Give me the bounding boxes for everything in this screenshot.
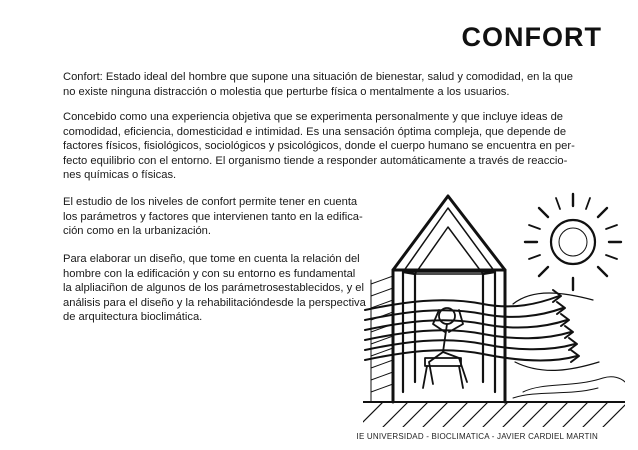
paragraph-line: El estudio de los niveles de confort permite tener en cuenta [63, 196, 358, 208]
paragraph-line: fecto equilibrio con el entorno. El organismo tiende a responder automáticamente a través de reaccio- [63, 154, 568, 167]
paragraph-line: ción como en la urbanización. [63, 225, 212, 238]
concept-paragraph [63, 110, 575, 183]
design-paragraph [63, 252, 366, 325]
paragraph-line: análisis para el diseño y la rehabilitacióndesde la perspectiva [63, 296, 366, 309]
paragraph-line: factores físicos, fisiológicos, sociológicos y psicológicos, donde el cuerpo humano se encuentra en per- [63, 140, 575, 153]
paragraph-line: nes químicas o físicas. [63, 169, 177, 182]
study-paragraph [63, 195, 363, 239]
paragraph-line: de arquitectura bioclimática. [63, 311, 203, 324]
page-title: CONFORT [461, 22, 602, 52]
footer-credit: IE UNIVERSIDAD - BIOCLIMATICA - JAVIER CARDIEL MARTIN [356, 432, 598, 441]
paragraph-line: la alpliaciñon de algunos de los parámetrosestablecidos, y el [63, 282, 365, 295]
house-frame [393, 196, 505, 402]
definition-paragraph [63, 70, 573, 99]
bioclimatic-house-sketch-icon [363, 192, 625, 427]
paragraph-line: Concebido como una experiencia objetiva que se experimenta personalmente y que incluye ideas de [63, 111, 564, 123]
paragraph-line: hombre con la edificación y con su entorno es fundamental [63, 267, 356, 280]
paragraph-line: Confort: Estado ideal del hombre que supone una situación de bienestar, salud y comodidad, en la que [63, 71, 573, 83]
sun-icon [525, 194, 621, 290]
paragraph-line: comodidad, eficiencia, domesticidad e intimidad. Es una sensación óptima compleja, que depende de [63, 125, 567, 138]
paragraph-line: Para elaborar un diseño, que tome en cuenta la relación del [63, 253, 360, 265]
paragraph-line: los parámetros y factores que intervienen tanto en la edifica- [63, 210, 363, 223]
paragraph-line: no existe ninguna distracción o molestia que perturbe física o mentalmente a los usuarios. [63, 85, 510, 98]
